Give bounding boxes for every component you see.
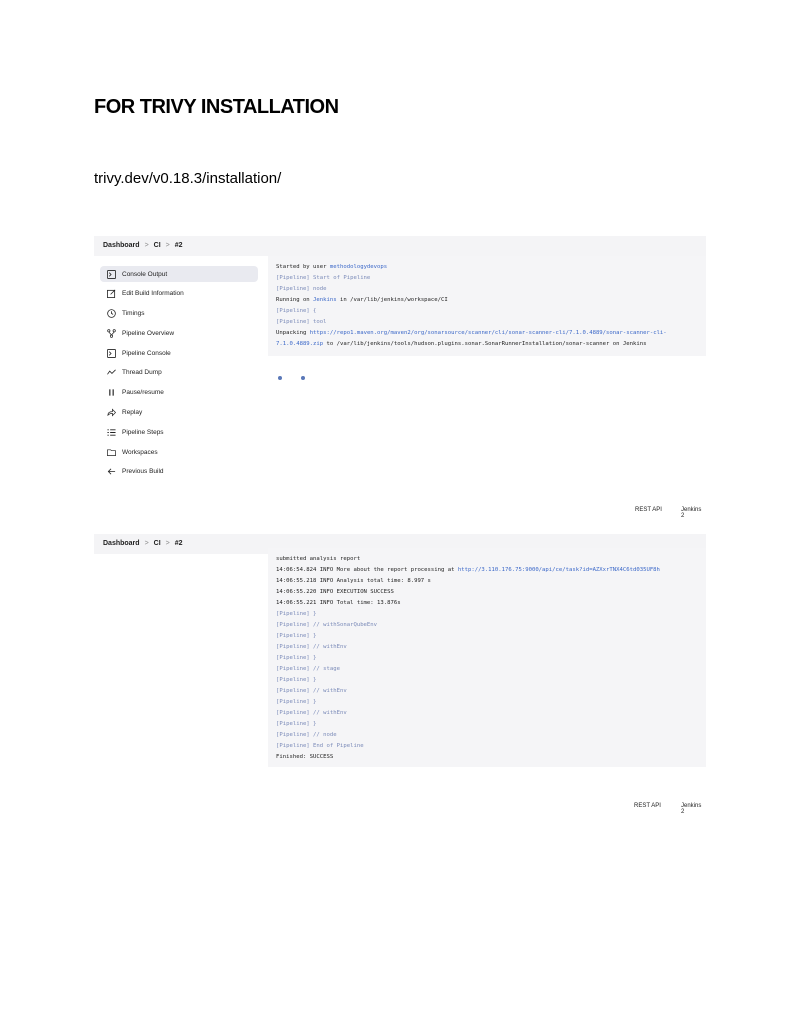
console-line: submitted analysis report: [276, 556, 361, 562]
breadcrumb-dashboard[interactable]: Dashboard: [103, 540, 140, 547]
chevron-right-icon: >: [165, 242, 170, 249]
chevron-right-icon: >: [144, 540, 149, 547]
console-line: 14:06:55.221 INFO Total time: 13.876s: [276, 600, 401, 606]
clock-icon: [106, 309, 116, 319]
console-line: [276, 339, 706, 350]
sidebar-item-workspaces[interactable]: [100, 444, 258, 460]
arrow-left-icon: [106, 467, 116, 477]
console-line: [Pipeline] }: [276, 699, 317, 705]
folder-icon: [106, 447, 116, 457]
console-line: [Pipeline] {: [276, 308, 317, 314]
list-icon: [106, 427, 116, 437]
loading-dot: [301, 376, 305, 380]
sidebar-item-label: Workspaces: [122, 448, 158, 456]
replay-icon: [106, 408, 116, 418]
console-line: [Pipeline] }: [276, 633, 317, 639]
console-text: Started by user: [276, 264, 330, 270]
console-line: [Pipeline] }: [276, 677, 317, 683]
chevron-right-icon: >: [165, 540, 170, 547]
console-line: [Pipeline] node: [276, 286, 327, 292]
jenkins-screenshot-console-start: [94, 236, 706, 526]
console-line: [Pipeline] // withEnv: [276, 688, 347, 694]
sidebar-item-label: Thread Dump: [122, 369, 162, 377]
build-sidebar: [100, 266, 258, 484]
console-text: Running on: [276, 297, 314, 303]
console-output: [268, 548, 706, 767]
breadcrumb-build[interactable]: #2: [174, 540, 183, 547]
sidebar-item-pipeline-console[interactable]: [100, 345, 258, 361]
console-text: to /var/lib/jenkins/tools/hudson.plugins.sonar.SonarRunnerInstallation/sonar-scanner on Jenkins: [323, 341, 647, 347]
console-line: [Pipeline] // withEnv: [276, 710, 347, 716]
console-line: [Pipeline] }: [276, 655, 317, 661]
console-line: [Pipeline] // node: [276, 732, 337, 738]
sidebar-item-replay[interactable]: [100, 405, 258, 421]
document-title: FOR TRIVY INSTALLATION: [94, 96, 339, 118]
user-link[interactable]: methodologydevops: [329, 264, 388, 270]
sidebar-item-label: Previous Build: [122, 468, 164, 476]
console-text: 14:06:54.824 INFO More about the report processing at: [276, 567, 458, 573]
console-output: [268, 256, 706, 356]
activity-icon: [106, 368, 116, 378]
terminal-icon: [106, 269, 116, 279]
breadcrumb: [103, 540, 183, 547]
breadcrumb-dashboard[interactable]: Dashboard: [103, 242, 140, 249]
rest-api-link[interactable]: REST API: [635, 507, 662, 513]
sidebar-item-label: Pipeline Steps: [122, 428, 164, 436]
chevron-right-icon: >: [144, 242, 149, 249]
breadcrumb-bar: [94, 236, 706, 256]
agent-link[interactable]: Jenkins: [313, 297, 337, 303]
sidebar-item-pipeline-steps[interactable]: [100, 424, 258, 440]
sidebar-item-label: Replay: [122, 409, 143, 417]
breadcrumb-build[interactable]: #2: [174, 242, 183, 249]
console-line: [276, 565, 706, 576]
console-line: [Pipeline] // withSonarQubeEnv: [276, 622, 378, 628]
console-line: [276, 262, 706, 273]
console-text: in /var/lib/jenkins/workspace/CI: [336, 297, 448, 303]
console-line: [Pipeline] // withEnv: [276, 644, 347, 650]
console-line: [Pipeline] }: [276, 721, 317, 727]
sidebar-item-edit-build-information[interactable]: [100, 286, 258, 302]
terminal-icon: [106, 348, 116, 358]
breadcrumb: [103, 242, 183, 249]
console-text: Unpacking: [276, 330, 310, 336]
console-line: [Pipeline] }: [276, 611, 317, 617]
breadcrumb-ci[interactable]: CI: [153, 540, 161, 547]
sidebar-item-label: Timings: [122, 310, 145, 318]
console-line: [276, 328, 706, 339]
console-line: 14:06:55.218 INFO Analysis total time: 8.997 s: [276, 578, 431, 584]
sidebar-item-thread-dump[interactable]: [100, 365, 258, 381]
console-line: [Pipeline] // stage: [276, 666, 340, 672]
sidebar-item-pipeline-overview[interactable]: [100, 325, 258, 341]
console-line-finished: Finished: SUCCESS: [276, 754, 334, 760]
sidebar-item-timings[interactable]: [100, 306, 258, 322]
sidebar-item-label: Console Output: [122, 270, 168, 278]
report-link[interactable]: http://3.110.176.75:9000/api/ce/task?id=AZXxrTNX4C6td035UF8h: [457, 567, 660, 573]
sidebar-item-pause-resume[interactable]: [100, 385, 258, 401]
jenkins-version[interactable]: Jenkins 2: [681, 803, 702, 815]
jenkins-screenshot-console-end: [94, 534, 706, 820]
pause-icon: [106, 388, 116, 398]
console-line: [Pipeline] End of Pipeline: [276, 743, 364, 749]
sidebar-item-label: Edit Build Information: [122, 290, 184, 298]
sidebar-item-label: Pause/resume: [122, 389, 164, 397]
installation-link[interactable]: trivy.dev/v0.18.3/installation/: [94, 170, 282, 187]
jenkins-version[interactable]: Jenkins 2: [681, 507, 702, 519]
sidebar-item-previous-build[interactable]: [100, 464, 258, 480]
sidebar-item-label: Pipeline Overview: [122, 329, 175, 337]
sidebar-item-console-output[interactable]: [100, 266, 258, 282]
pipeline-icon: [106, 328, 116, 338]
rest-api-link[interactable]: REST API: [634, 803, 661, 809]
console-line: [Pipeline] Start of Pipeline: [276, 275, 371, 281]
download-link[interactable]: https://repo1.maven.org/maven2/org/sonarsource/scanner/cli/sonar-scanner-cli/7.1.0.4889/sonar-scanner-cli-: [309, 330, 667, 336]
console-line: [Pipeline] tool: [276, 319, 327, 325]
console-line: 14:06:55.220 INFO EXECUTION SUCCESS: [276, 589, 394, 595]
download-link[interactable]: 7.1.0.4889.zip: [276, 341, 324, 347]
breadcrumb-ci[interactable]: CI: [153, 242, 161, 249]
console-line: [276, 295, 706, 306]
sidebar-item-label: Pipeline Console: [122, 349, 171, 357]
edit-icon: [106, 289, 116, 299]
loading-dot: [278, 376, 282, 380]
